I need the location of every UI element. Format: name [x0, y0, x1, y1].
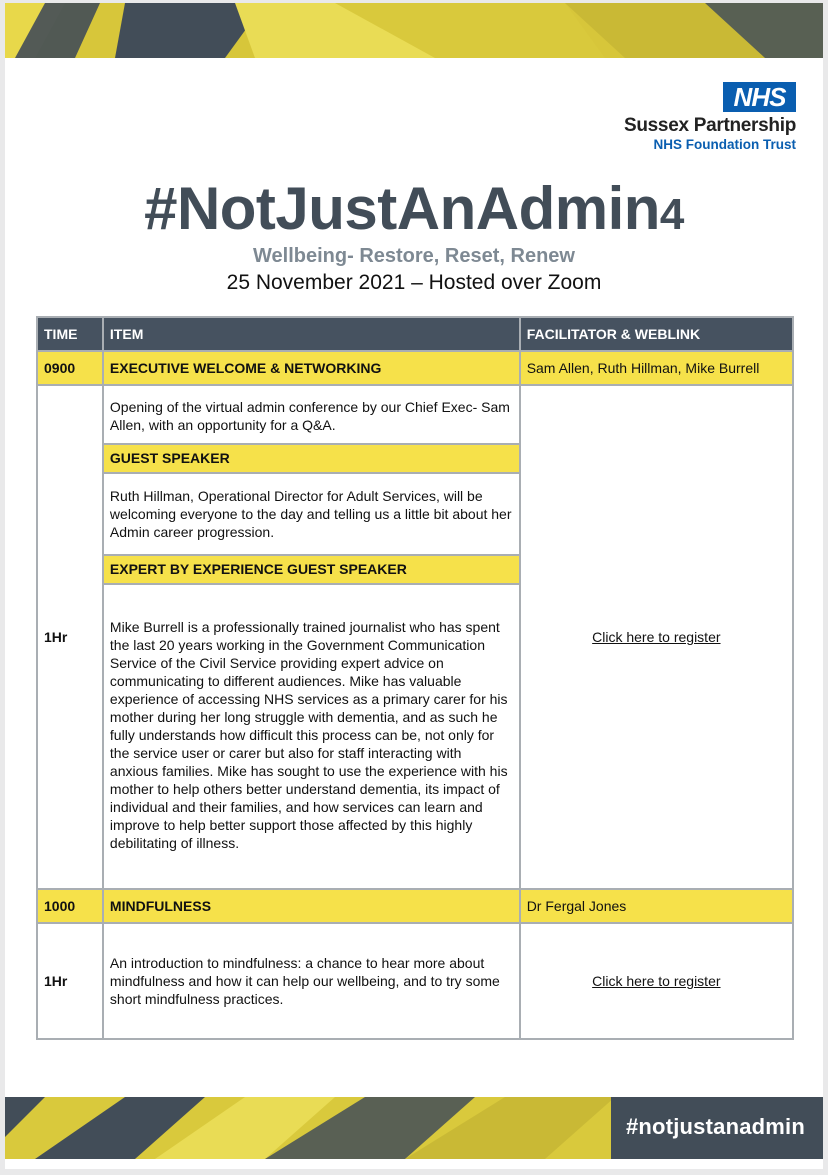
event-subtitle: Wellbeing- Restore, Reset, Renew	[253, 245, 575, 267]
org-name: Sussex Partnership	[623, 115, 796, 136]
session2-description: An introduction to mindfulness: a chance to hear more about mindfulness and how it can help our wellbeing, and to try some short mindfulness practices.	[104, 924, 519, 1038]
session1-register-link[interactable]: Click here to register	[521, 386, 792, 888]
expert-speaker-heading: EXPERT BY EXPERIENCE GUEST SPEAKER	[104, 554, 519, 585]
guest-speaker-text: Ruth Hillman, Operational Director for Adult Services, will be welcoming everyone to the day and telling us a little bit about her Admin career progression.	[109, 487, 512, 540]
poster-page	[5, 3, 823, 1169]
session2-time: 1000	[38, 890, 102, 922]
event-title-number: 4	[659, 190, 684, 239]
session2-facilitator: Dr Fergal Jones	[521, 890, 792, 922]
footer-hashtag: #notjustanadmin	[625, 1114, 805, 1139]
top-decorative-banner	[5, 3, 823, 58]
event-date: 25 November 2021 – Hosted over Zoom	[226, 271, 602, 294]
session1-details	[104, 386, 519, 888]
event-title	[5, 171, 823, 253]
session1-facilitator: Sam Allen, Ruth Hillman, Mike Burrell	[521, 352, 792, 384]
table-row	[38, 352, 792, 384]
table-row	[38, 890, 792, 922]
schedule-table	[36, 316, 794, 1040]
table-row	[38, 386, 792, 888]
table-row	[38, 924, 792, 1038]
hashtag-bar	[611, 1097, 823, 1159]
nhs-logo: NHS	[723, 82, 796, 112]
session2-register-link[interactable]: Click here to register	[521, 924, 792, 1038]
header-facilitator: FACILITATOR & WEBLINK	[521, 318, 792, 350]
org-subtitle: NHS Foundation Trust	[653, 137, 796, 152]
table-header-row	[38, 318, 792, 350]
header-time: TIME	[38, 318, 102, 350]
session2-duration: 1Hr	[38, 924, 102, 1038]
session1-time: 0900	[38, 352, 102, 384]
session1-title: EXECUTIVE WELCOME & NETWORKING	[104, 352, 519, 384]
session1-opening: Opening of the virtual admin conference by our Chief Exec- Sam Allen, with an opportunity for a Q&A.	[109, 398, 510, 433]
guest-speaker-heading: GUEST SPEAKER	[104, 443, 519, 474]
header-item: ITEM	[104, 318, 519, 350]
expert-speaker-text: Mike Burrell is a professionally trained journalist who has spent the last 20 years working in the Government Communication Service of the Civil Service providing expert advice on communicating to different audiences. Mike has valuable experience of accessing NHS services as a primary carer for his mother during her long struggle with dementia, and as such he fully understands how difficult this process can be, not only for the service user or carer but also for staff interacting with anxious families. Mike has sought to use the experience with his mother to help others better understand dementia, its impact of individual and their families, and how services can learn and improve to help better support those affected by this highly debilitating of illness.	[109, 619, 508, 851]
session2-title: MINDFULNESS	[104, 890, 519, 922]
session1-duration: 1Hr	[38, 386, 102, 888]
bottom-decorative-banner	[5, 1097, 823, 1159]
event-title-main: #NotJustAnAdmin	[144, 175, 660, 242]
